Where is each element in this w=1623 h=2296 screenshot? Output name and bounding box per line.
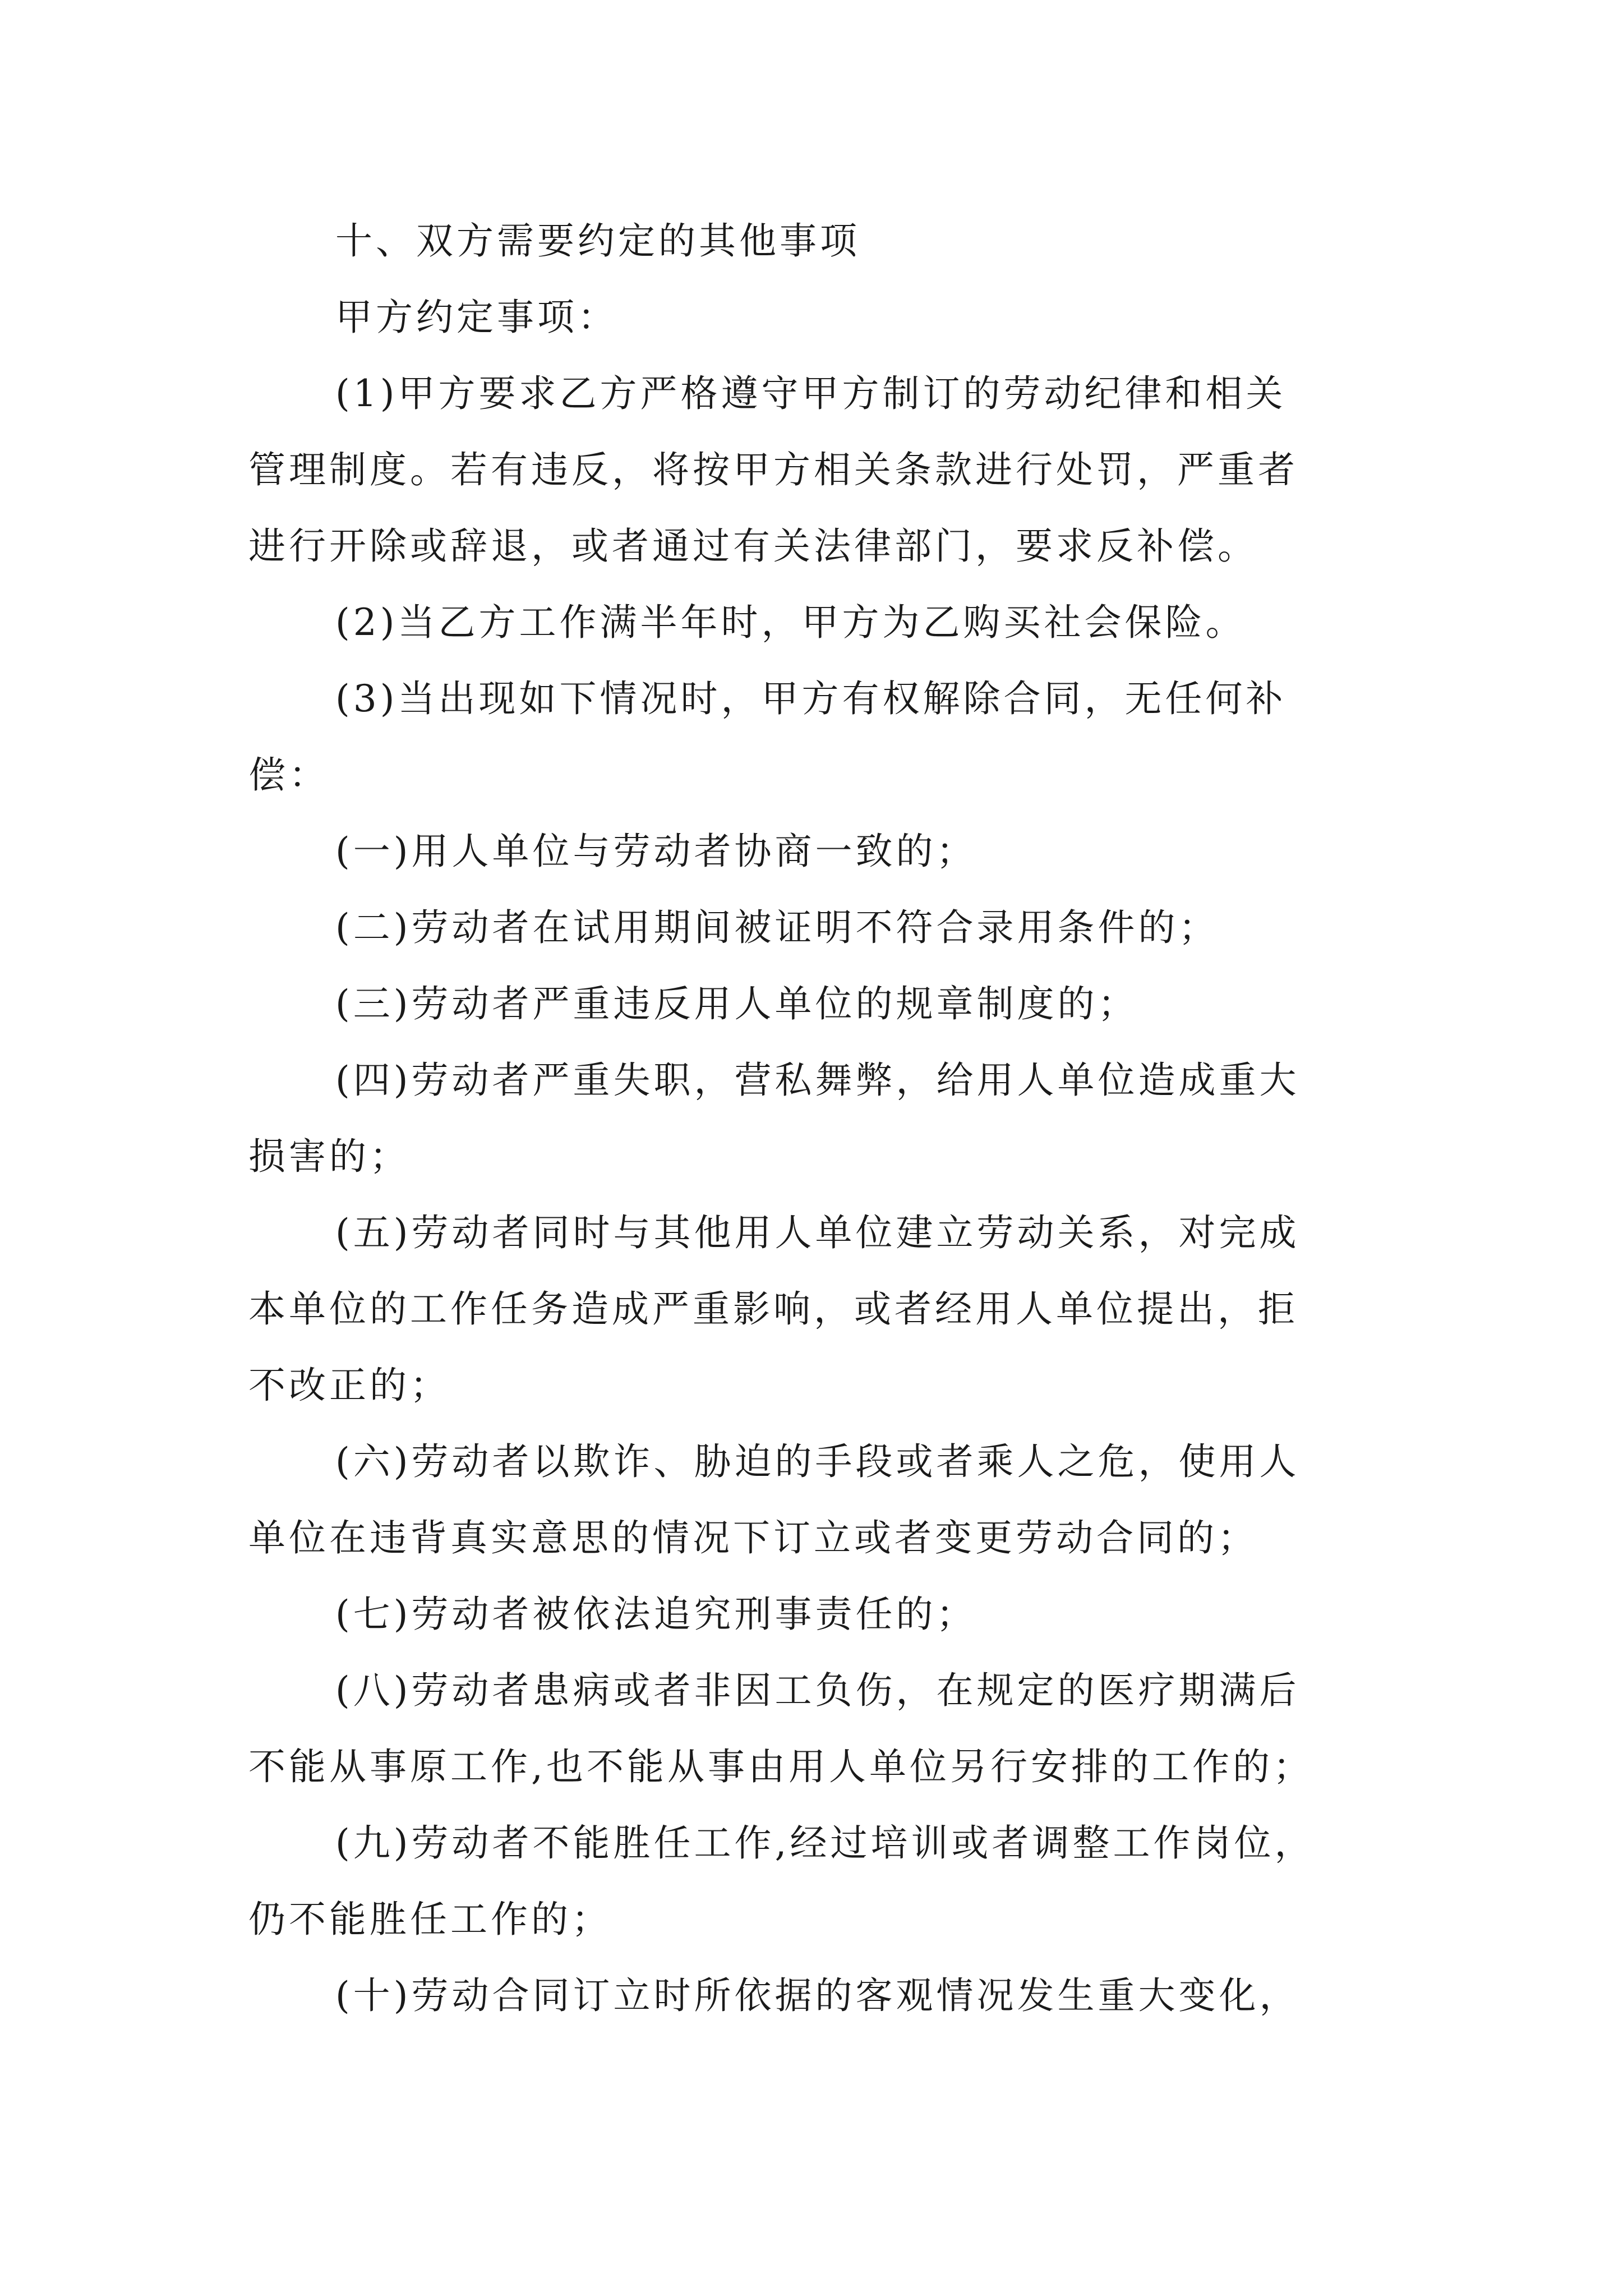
item-6-line-1: (六)劳动者以欺诈、胁迫的手段或者乘人之危，使用人 [335,1440,1300,1483]
clause-3-line-2: 偿： [248,753,329,797]
item-7: (七)劳动者被依法追究刑事责任的； [335,1593,977,1636]
clause-2: (2)当乙方工作满半年时，甲方为乙购买社会保险。 [335,601,1246,644]
item-5-line-3: 不改正的； [248,1364,450,1407]
clause-1-line-2: 管理制度。若有违反，将按甲方相关条款进行处罚，严重者 [248,448,1298,491]
clause-1-line-1: (1)甲方要求乙方严格遵守甲方制订的劳动纪律和相关 [335,372,1287,415]
item-4-line-2: 损害的； [248,1135,410,1178]
item-5-line-2: 本单位的工作任务造成严重影响，或者经用人单位提出，拒 [248,1287,1298,1331]
item-10-line-1: (十)劳动合同订立时所依据的客观情况发生重大变化， [335,1974,1300,2017]
item-9-line-2: 仍不能胜任工作的； [248,1898,612,1941]
section-heading: 十、双方需要约定的其他事项 [335,219,860,263]
item-8-line-2: 不能从事原工作,也不能从事由用人单位另行安排的工作的； [248,1745,1313,1788]
item-3: (三)劳动者严重违反用人单位的规章制度的； [335,982,1138,1025]
clause-1-line-3: 进行开除或辞退，或者通过有关法律部门，要求反补偿。 [248,524,1258,568]
item-5-line-1: (五)劳动者同时与其他用人单位建立劳动关系，对完成 [335,1211,1300,1254]
item-8-line-1: (八)劳动者患病或者非因工负伤，在规定的医疗期满后 [335,1669,1300,1712]
item-2: (二)劳动者在试用期间被证明不符合录用条件的； [335,906,1219,949]
clause-3-line-1: (3)当出现如下情况时，甲方有权解除合同，无任何补 [335,677,1287,720]
item-4-line-1: (四)劳动者严重失职，营私舞弊，给用人单位造成重大 [335,1059,1300,1102]
item-6-line-2: 单位在违背真实意思的情况下订立或者变更劳动合同的； [248,1516,1258,1559]
party-a-terms-heading: 甲方约定事项： [335,296,618,339]
item-1: (一)用人单位与劳动者协商一致的； [335,830,977,873]
item-9-line-1: (九)劳动者不能胜任工作,经过培训或者调整工作岗位， [335,1821,1315,1865]
